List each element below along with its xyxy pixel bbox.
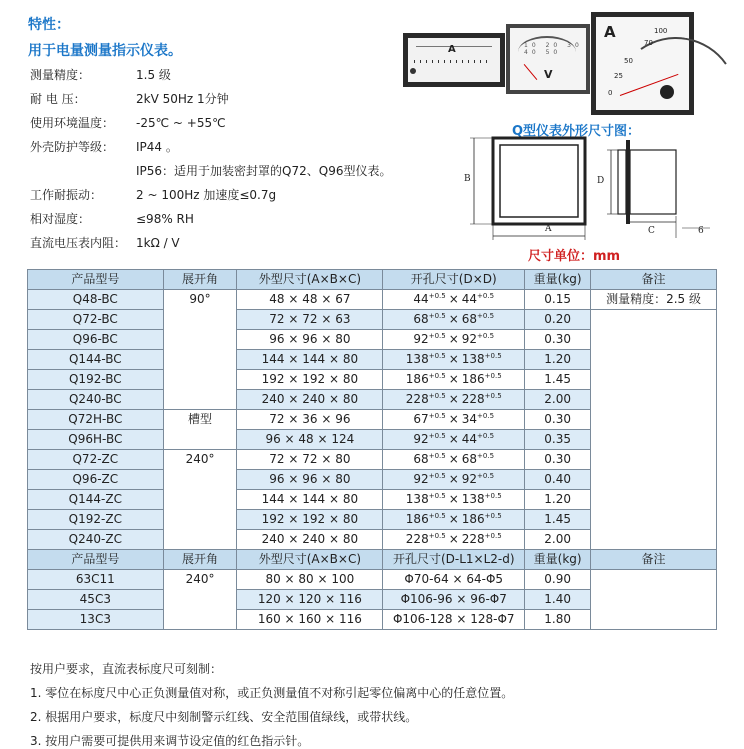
tolerance: +0.5	[428, 532, 446, 540]
times-sign: ×	[448, 432, 459, 446]
times-sign: ×	[448, 292, 459, 306]
hole-cell	[383, 290, 525, 310]
meter-letter: A	[604, 23, 616, 41]
angle-cell: 240°	[163, 570, 237, 630]
tolerance: +0.5	[428, 392, 446, 400]
hole-cell: Φ106-128 × 128-Φ7	[383, 610, 525, 630]
unit-label: 尺寸单位：mm	[528, 249, 621, 264]
size-cell: 72 × 36 × 96	[237, 410, 383, 430]
spec-value: 2kV 50Hz 1分钟	[136, 92, 229, 106]
size-cell: 96 × 96 × 80	[237, 330, 383, 350]
meter-scale	[524, 42, 586, 56]
angle-cell: 240°	[163, 450, 237, 550]
spec-value: 1.5 级	[136, 68, 171, 82]
times-sign: ×	[448, 512, 459, 526]
dim-label-d: D	[597, 176, 605, 186]
weight-cell: 2.00	[525, 390, 591, 410]
weight-cell: 1.45	[525, 370, 591, 390]
section-title: 特性：	[28, 17, 70, 33]
tolerance: +0.5	[477, 452, 495, 460]
tolerance: +0.5	[484, 512, 502, 520]
hole-d1: 92	[413, 332, 429, 346]
weight-cell: 1.45	[525, 510, 591, 530]
hole-d1: 228	[405, 532, 429, 546]
table-header-cell: 备注	[591, 550, 717, 570]
size-cell: 72 × 72 × 80	[237, 450, 383, 470]
spec-key: 工作耐振动：	[30, 188, 103, 202]
size-cell: 192 × 192 × 80	[237, 370, 383, 390]
meter-image-rect	[403, 33, 505, 87]
meter-scale-25: 25	[614, 72, 623, 80]
model-cell: 45C3	[28, 590, 164, 610]
weight-cell: 0.40	[525, 470, 591, 490]
model-cell: 13C3	[28, 610, 164, 630]
spec-row	[30, 186, 276, 203]
hole-d1: 138	[405, 492, 429, 506]
table-header-row	[28, 550, 717, 570]
tolerance: +0.5	[428, 492, 446, 500]
spec-row	[30, 66, 171, 83]
hole-d2: 186	[461, 512, 485, 526]
size-cell: 120 × 120 × 116	[237, 590, 383, 610]
weight-cell: 0.30	[525, 410, 591, 430]
hole-cell	[383, 530, 525, 550]
angle-cell: 90°	[163, 290, 237, 410]
tolerance: +0.5	[428, 332, 446, 340]
spec-row	[30, 90, 229, 107]
spec-value: ≤98% RH	[136, 212, 194, 226]
size-cell: 72 × 72 × 63	[237, 310, 383, 330]
table-header-cell: 开孔尺寸(D×D)	[383, 270, 525, 290]
times-sign: ×	[448, 472, 459, 486]
meter-image-square	[506, 24, 590, 94]
hole-d2: 68	[461, 312, 478, 326]
spec-key: 耐 电 压：	[30, 92, 86, 106]
table-header-cell: 重量(kg)	[525, 270, 591, 290]
tolerance: +0.5	[484, 492, 502, 500]
model-cell: Q192-BC	[28, 370, 164, 390]
weight-cell: 0.90	[525, 570, 591, 590]
hole-d1: 228	[405, 392, 429, 406]
spec-value: 2 ~ 100Hz 加速度≤0.7g	[136, 188, 277, 202]
times-sign: ×	[448, 312, 459, 326]
table-row	[28, 570, 717, 590]
hole-cell	[383, 350, 525, 370]
meter-image-large	[591, 12, 694, 115]
meter-scale-label: 50	[545, 49, 562, 56]
model-cell: Q72-ZC	[28, 450, 164, 470]
size-cell: 96 × 48 × 124	[237, 430, 383, 450]
dim-label-c: C	[648, 226, 655, 236]
hole-cell	[383, 390, 525, 410]
tolerance: +0.5	[428, 432, 446, 440]
model-cell: Q96-BC	[28, 330, 164, 350]
hole-d2: 228	[461, 532, 485, 546]
tolerance: +0.5	[428, 292, 446, 300]
angle-cell: 槽型	[163, 410, 237, 450]
hole-cell	[383, 370, 525, 390]
remark-cell: 测量精度：2.5 级	[591, 290, 717, 310]
hole-cell	[383, 330, 525, 350]
spec-row	[30, 162, 391, 179]
table-header-cell: 产品型号	[28, 550, 164, 570]
model-cell: Q240-ZC	[28, 530, 164, 550]
spec-row	[30, 210, 194, 227]
size-cell: 48 × 48 × 67	[237, 290, 383, 310]
hole-d1: 186	[405, 372, 429, 386]
diagram-title: Q型仪表外形尺寸图：	[512, 124, 641, 139]
times-sign: ×	[448, 372, 459, 386]
table-header-row	[28, 270, 717, 290]
size-cell: 160 × 160 × 116	[237, 610, 383, 630]
spec-key: 相对湿度：	[30, 212, 91, 226]
meter-letter: V	[544, 68, 553, 81]
times-sign: ×	[448, 452, 459, 466]
weight-cell: 0.30	[525, 330, 591, 350]
weight-cell: 0.35	[525, 430, 591, 450]
hole-d1: 92	[413, 472, 429, 486]
spec-key: 使用环境温度：	[30, 116, 115, 130]
table-header-cell: 外型尺寸(A×B×C)	[237, 550, 383, 570]
hole-d2: 68	[461, 452, 478, 466]
tolerance: +0.5	[477, 472, 495, 480]
times-sign: ×	[448, 492, 459, 506]
size-cell: 144 × 144 × 80	[237, 490, 383, 510]
meter-scale-label: 30	[567, 42, 583, 49]
hole-d1: 92	[413, 432, 429, 446]
model-cell: Q240-BC	[28, 390, 164, 410]
model-cell: Q72H-BC	[28, 410, 164, 430]
tolerance: +0.5	[484, 532, 502, 540]
weight-cell: 1.40	[525, 590, 591, 610]
size-cell: 144 × 144 × 80	[237, 350, 383, 370]
meter-scale-70: 70	[644, 39, 653, 47]
hole-d2: 44	[461, 432, 478, 446]
times-sign: ×	[448, 412, 459, 426]
dimension-diagram	[460, 136, 716, 244]
tolerance: +0.5	[428, 472, 446, 480]
table-header-cell: 展开角	[163, 550, 237, 570]
table-header-cell: 外型尺寸(A×B×C)	[237, 270, 383, 290]
hole-cell	[383, 510, 525, 530]
hole-d2: 44	[461, 292, 478, 306]
spec-key: 测量精度：	[30, 68, 91, 82]
notes-intro: 按用户要求，直流表标度尺可刻制：	[30, 662, 223, 676]
hole-d2: 138	[461, 352, 485, 366]
meter-letter: A	[448, 44, 456, 55]
tolerance: +0.5	[428, 372, 446, 380]
spec-row	[30, 234, 180, 251]
model-cell: 63C11	[28, 570, 164, 590]
tolerance: +0.5	[477, 292, 495, 300]
tolerance: +0.5	[477, 312, 495, 320]
model-cell: Q144-ZC	[28, 490, 164, 510]
model-cell: Q96H-BC	[28, 430, 164, 450]
hole-cell	[383, 310, 525, 330]
spec-value: IP56：适用于加装密封罩的Q72、Q96型仪表。	[136, 164, 392, 178]
hole-d1: 138	[405, 352, 429, 366]
tolerance: +0.5	[477, 412, 495, 420]
table-header-cell: 开孔尺寸(D-L1×L2-d)	[383, 550, 525, 570]
tolerance: +0.5	[428, 312, 446, 320]
spec-row	[30, 138, 178, 155]
times-sign: ×	[448, 352, 459, 366]
hole-cell: Φ70-64 × 64-Φ5	[383, 570, 525, 590]
meter-scale-0: 0	[608, 89, 613, 97]
remark-cell	[591, 310, 717, 550]
spec-table	[27, 269, 717, 630]
hole-d2: 228	[461, 392, 485, 406]
tolerance: +0.5	[428, 452, 446, 460]
hole-d1: 68	[413, 312, 429, 326]
table-header-cell: 重量(kg)	[525, 550, 591, 570]
dim-label-a: A	[545, 224, 552, 234]
hole-d1: 67	[413, 412, 429, 426]
tolerance: +0.5	[428, 512, 446, 520]
tolerance: +0.5	[484, 372, 502, 380]
hole-d2: 34	[461, 412, 478, 426]
size-cell: 96 × 96 × 80	[237, 470, 383, 490]
times-sign: ×	[448, 532, 459, 546]
spec-value: IP44 。	[136, 140, 178, 154]
hole-cell	[383, 450, 525, 470]
dim-label-b: B	[464, 174, 471, 184]
dim-label-6: 6	[698, 226, 704, 236]
spec-value: 1kΩ / V	[136, 236, 180, 250]
weight-cell: 0.15	[525, 290, 591, 310]
hole-cell	[383, 430, 525, 450]
tolerance: +0.5	[484, 392, 502, 400]
weight-cell: 0.20	[525, 310, 591, 330]
hole-d1: 68	[413, 452, 429, 466]
spec-key: 直流电压表内阻：	[30, 236, 127, 250]
hole-cell	[383, 470, 525, 490]
model-cell: Q144-BC	[28, 350, 164, 370]
weight-cell: 1.20	[525, 490, 591, 510]
meter-scale-label: 40	[524, 49, 540, 56]
table-header-cell: 产品型号	[28, 270, 164, 290]
meter-scale-label: 20	[545, 42, 562, 49]
model-cell: Q96-ZC	[28, 470, 164, 490]
hole-d2: 138	[461, 492, 485, 506]
weight-cell: 2.00	[525, 530, 591, 550]
hole-cell	[383, 410, 525, 430]
hole-d1: 44	[413, 292, 429, 306]
table-header-cell: 备注	[591, 270, 717, 290]
note-item: 1. 零位在标度尺中心正负测量值对称，或正负测量值不对称引起零位偏离中心的任意位置。	[30, 686, 514, 700]
section-subtitle: 用于电量测量指示仪表。	[28, 43, 182, 59]
hole-cell	[383, 490, 525, 510]
size-cell: 240 × 240 × 80	[237, 390, 383, 410]
hole-d1: 186	[405, 512, 429, 526]
size-cell: 80 × 80 × 100	[237, 570, 383, 590]
meter-scale-50: 50	[624, 57, 633, 65]
tolerance: +0.5	[484, 352, 502, 360]
hole-cell: Φ106-96 × 96-Φ7	[383, 590, 525, 610]
remark-cell	[591, 570, 717, 630]
spec-value: -25℃ ~ +55℃	[136, 116, 226, 130]
tolerance: +0.5	[428, 412, 446, 420]
table-row	[28, 290, 717, 310]
hole-d2: 186	[461, 372, 485, 386]
tolerance: +0.5	[477, 332, 495, 340]
spec-key: 外壳防护等级：	[30, 140, 115, 154]
tolerance: +0.5	[428, 352, 446, 360]
spec-row	[30, 114, 226, 131]
table-header-cell: 展开角	[163, 270, 237, 290]
note-item: 3. 按用户需要可提供用来调节设定值的红色指示针。	[30, 734, 310, 748]
tolerance: +0.5	[477, 432, 495, 440]
hole-d2: 92	[461, 472, 478, 486]
meter-scale-100: 100	[654, 27, 668, 35]
model-cell: Q192-ZC	[28, 510, 164, 530]
times-sign: ×	[448, 332, 459, 346]
hole-d2: 92	[461, 332, 478, 346]
size-cell: 240 × 240 × 80	[237, 530, 383, 550]
meter-scale-label: 10	[524, 42, 540, 49]
size-cell: 192 × 192 × 80	[237, 510, 383, 530]
times-sign: ×	[448, 392, 459, 406]
weight-cell: 1.80	[525, 610, 591, 630]
note-item: 2. 根据用户要求，标度尺中刻制警示红线、安全范围值绿线，或带状线。	[30, 710, 418, 724]
weight-cell: 1.20	[525, 350, 591, 370]
table-row	[28, 310, 717, 330]
weight-cell: 0.30	[525, 450, 591, 470]
model-cell: Q72-BC	[28, 310, 164, 330]
model-cell: Q48-BC	[28, 290, 164, 310]
